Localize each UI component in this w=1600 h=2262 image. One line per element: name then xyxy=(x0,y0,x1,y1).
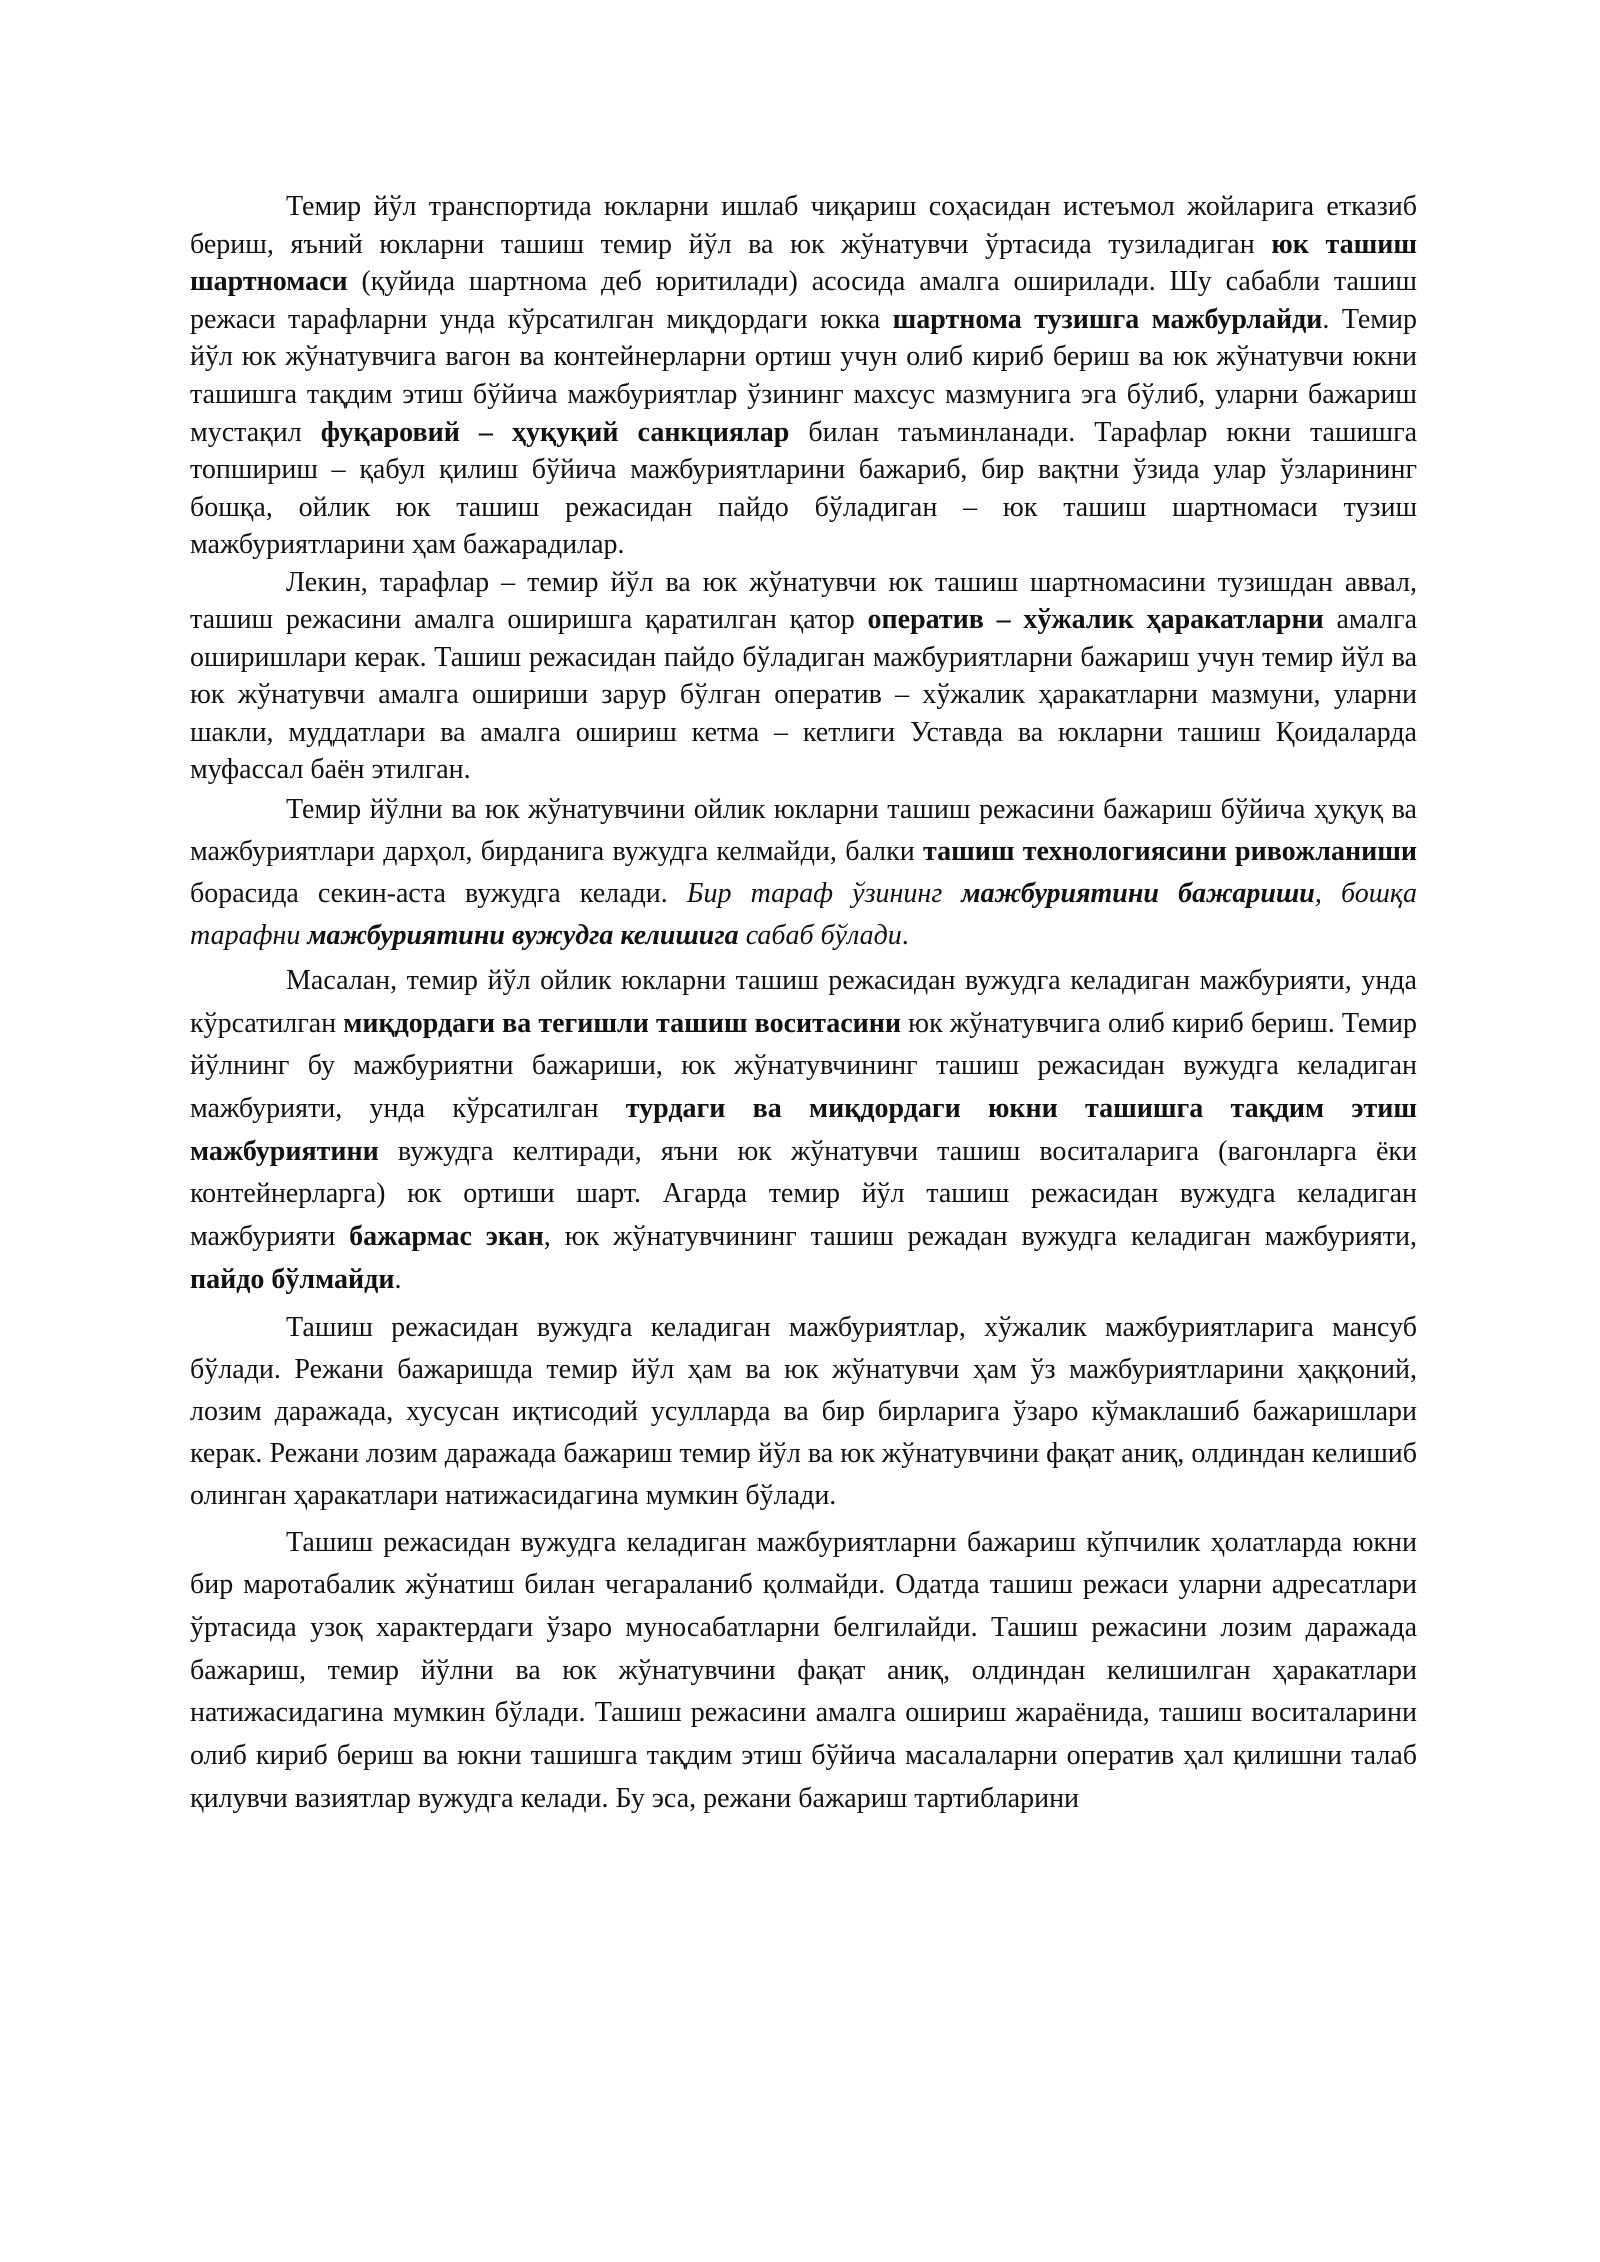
paragraph-6 xyxy=(190,1522,1417,1821)
text-run: борасида секин-аста вужудга келади. xyxy=(190,877,687,909)
paragraph-2 xyxy=(190,564,1417,789)
text-run: юк жўнатувчига олиб кириб бериш. Темир йўлнинг бу мажбуриятни бажариши, юк жўнатувчининг ташиш режасидан вужудга келадиган мажбурияти, унда кўрсатилган xyxy=(190,1007,1417,1125)
italic-run: сабаб бўлади xyxy=(738,919,902,951)
bold-term: турдаги ва миқдордаги юкни ташишга тақдим этиш мажбуриятини xyxy=(190,1093,1417,1167)
bold-term: бажармас экан xyxy=(349,1221,544,1253)
paragraph-1 xyxy=(190,188,1417,564)
bold-term xyxy=(307,920,738,951)
text-run: Темир йўлни ва юк жўнатувчини ойлик юкларни ташиш режасини бажариш бўйича ҳуқуқ ва мажбуриятлари дарҳол, бирданига вужудга келмайди, балки xyxy=(190,793,1417,867)
text-run: Масалан, темир йўл ойлик юкларни ташиш режасидан вужудга келадиган мажбурияти, унда кўрсатилган xyxy=(190,964,1417,1039)
paragraph-4 xyxy=(190,960,1417,1302)
paragraph-3 xyxy=(190,789,1417,957)
bold-term: юк ташиш шартномаси xyxy=(190,228,1417,298)
text-run: Темир йўл транспортида юкларни ишлаб чиқариш соҳасидан истеъмол жойларига етказиб бериш, яъний юкларни ташиш темир йўл ва юк жўнатувчи ўртасида тузиладиган xyxy=(190,191,1417,260)
italic-run: , бошқа тарафни xyxy=(190,877,1417,951)
text-run: вужудга келтиради, яъни юк жўнатувчи ташиш воситаларига (вагонларга ёки контейнерларга) юк ортиши шарт. Агарда темир йўл ташиш режасидан вужудга келадиган мажбурияти xyxy=(190,1135,1417,1253)
italic-bold-run: мажбуриятини бажариши xyxy=(961,877,1315,909)
italic-run: Бир тараф ўзининг xyxy=(686,877,962,909)
text-run: . xyxy=(901,919,909,951)
text-run: амалга оширишлари керак. Ташиш режасидан пайдо бўладиган мажбуриятларни бажариш учун темир йўл ва юк жўнатувчи амалга ошириши зарур бўлган оператив – хўжалик ҳаракатларни мазмуни, уларни шакли, муддатлари ва амалга ошириш кетма – кетлиги Уставда ва юкларни ташиш Қоидаларда муфассал баён этилган. xyxy=(190,604,1417,786)
bold-term: фуқаровий – ҳуқуқий санкциялар xyxy=(320,416,790,448)
bold-term: оператив – хўжалик ҳаракатларни xyxy=(867,604,1324,636)
text-run: Лекин, тарафлар – темир йўл ва юк жўнатувчи юк ташиш шартномасини тузишдан аввал, ташиш режасини амалга оширишга қаратилган қатор xyxy=(190,566,1417,636)
text-run: (қуйида шартнома деб юритилади) асосида амалга оширилади. Шу сабабли ташиш режаси тарафларни унда кўрсатилган миқдордаги юкка xyxy=(190,266,1417,335)
bold-term: ташиш технологиясини ривожланиши xyxy=(922,835,1417,867)
paragraph-5 xyxy=(190,1307,1417,1518)
text-run: . Темир йўл юк жўнатувчига вагон ва контейнерларни ортиш учун олиб кириб бериш ва юк жўнатувчи юкни ташишга тақдим этиш бўйича мажбуриятлар ўзининг махсус мазмунига эга бўлиб, уларни бажариш мустақил xyxy=(190,303,1418,448)
bold-term: миқдордаги ва тегишли ташиш воситасини xyxy=(343,1007,902,1039)
bold-term xyxy=(961,878,1314,909)
text-run: Ташиш режасидан вужудга келадиган мажбуриятларни бажариш кўпчилик ҳолатларда юкни бир маротабалик жўнатиш билан чегараланиб қолмайди. Одатда ташиш режаси уларни адресатлари ўртасида узоқ характердаги ўзаро муносабатларни белгилайди. Ташиш режасини лозим даражада бажариш, темир йўлни ва юк жўнатувчини фақат аниқ, олдиндан келишилган ҳаракатлари натижасидагина мумкин бўлади. Ташиш режасини амалга ошириш жараёнида, ташиш воситаларини олиб кириб бериш ва юкни ташишга тақдим этиш бўйича масалаларни оператив ҳал қилишни талаб қилувчи вазиятлар вужудга келади. Бу эса, режани бажариш тартибларини xyxy=(190,1526,1417,1814)
text-run: Ташиш режасидан вужудга келадиган мажбуриятлар, хўжалик мажбуриятларига мансуб бўлади. Режани бажаришда темир йўл ҳам ва юк жўнатувчи ҳам ўз мажбуриятларини ҳаққоний, лозим даражада, хусусан иқтисодий усулларда ва бир бирларига ўзаро кўмаклашиб бажаришлари керак. Режани лозим даражада бажариш темир йўл ва юк жўнатувчини фақат аниқ, олдиндан келишиб олинган ҳаракатлари натижасидагина мумкин бўлади. xyxy=(190,1311,1417,1512)
bold-term: шартнома тузишга мажбурлайди xyxy=(892,303,1323,335)
text-run: . xyxy=(394,1263,402,1295)
bold-term: пайдо бўлмайди xyxy=(190,1263,395,1295)
italic-bold-run: мажбуриятини вужудга келишига xyxy=(307,919,739,951)
text-run: , юк жўнатувчининг ташиш режадан вужудга келадиган мажбурияти, xyxy=(543,1221,1417,1253)
document-page xyxy=(190,188,1417,1821)
text-run: билан таъминланади. Тарафлар юкни ташишга топшириш – қабул қилиш бўйича мажбуриятларини бажариб, бир вақтни ўзида улар ўзларининг бошқа, ойлик юк ташиш режасидан пайдо бўладиган – юк ташиш шартномаси тузиш мажбуриятларини ҳам бажарадилар. xyxy=(190,416,1418,561)
